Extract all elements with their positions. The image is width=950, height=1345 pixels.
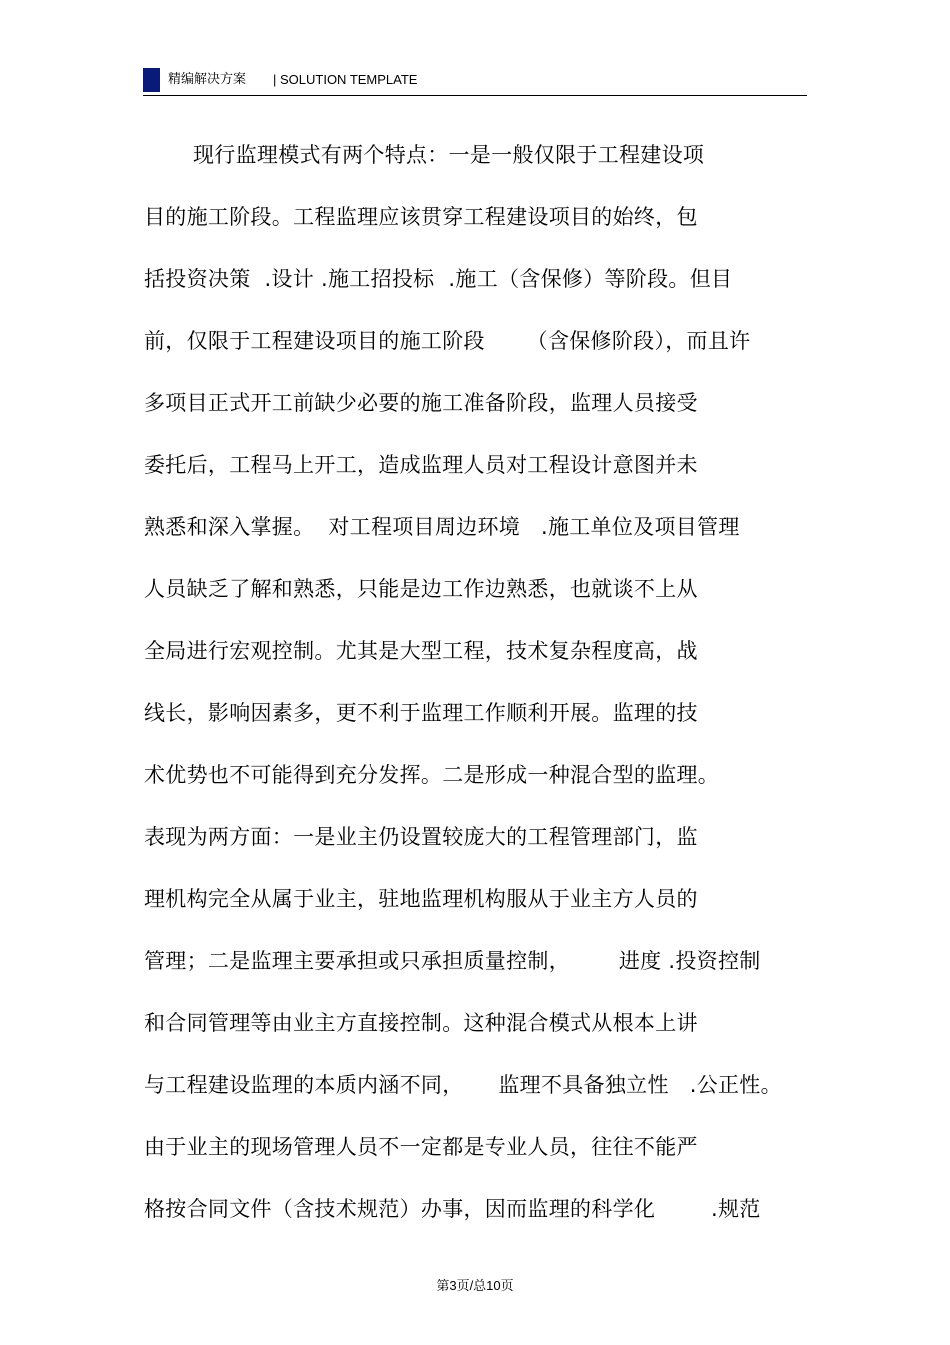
body-line: 和合同管理等由业主方直接控制。这种混合模式从根本上讲 — [144, 1011, 698, 1035]
header-divider — [143, 95, 807, 96]
body-line: 理机构完全从属于业主，驻地监理机构服从于业主方人员的 — [144, 887, 698, 911]
header-title: 精编解决方案 — [168, 72, 247, 87]
body-line: 全局进行宏观控制。尤其是大型工程，技术复杂程度高，战 — [144, 639, 698, 663]
body-line: 与工程建设监理的本质内涵不同， 监理不具备独立性 .公正性。 — [144, 1073, 782, 1097]
body-line: 委托后，工程马上开工，造成监理人员对工程设计意图并未 — [144, 453, 698, 477]
body-line: 术优势也不可能得到充分发挥。二是形成一种混合型的监理。 — [144, 763, 720, 787]
logo — [143, 68, 160, 92]
body-line: 括投资决策 .设计 .施工招投标 .施工（含保修）等阶段。但目 — [144, 267, 733, 291]
body-line: 人员缺乏了解和熟悉，只能是边工作边熟悉，也就谈不上从 — [144, 577, 698, 601]
header-subtitle: | SOLUTION TEMPLATE — [273, 72, 418, 87]
page-header — [143, 64, 807, 96]
body-line: 目的施工阶段。工程监理应该贯穿工程建设项目的始终，包 — [144, 205, 698, 229]
body-line: 表现为两方面：一是业主仍设置较庞大的工程管理部门，监 — [144, 825, 698, 849]
body-line: 现行监理模式有两个特点：一是一般仅限于工程建设项 — [193, 143, 705, 167]
body-line: 由于业主的现场管理人员不一定都是专业人员，往往不能严 — [144, 1135, 698, 1159]
body-line: 熟悉和深入掌握。 对工程项目周边环境 .施工单位及项目管理 — [144, 515, 740, 539]
body-line: 管理；二是监理主要承担或只承担质量控制， 进度 .投资控制 — [144, 949, 761, 973]
body-line: 多项目正式开工前缺少必要的施工准备阶段，监理人员接受 — [144, 391, 698, 415]
body-line: 格按合同文件（含技术规范）办事，因而监理的科学化 .规范 — [144, 1197, 761, 1221]
body-line: 线长，影响因素多，更不利于监理工作顺利开展。监理的技 — [144, 701, 698, 725]
page-number: 第3页/总10页 — [436, 1278, 514, 1293]
body-line: 前，仅限于工程建设项目的施工阶段 （含保修阶段），而且许 — [144, 329, 751, 353]
